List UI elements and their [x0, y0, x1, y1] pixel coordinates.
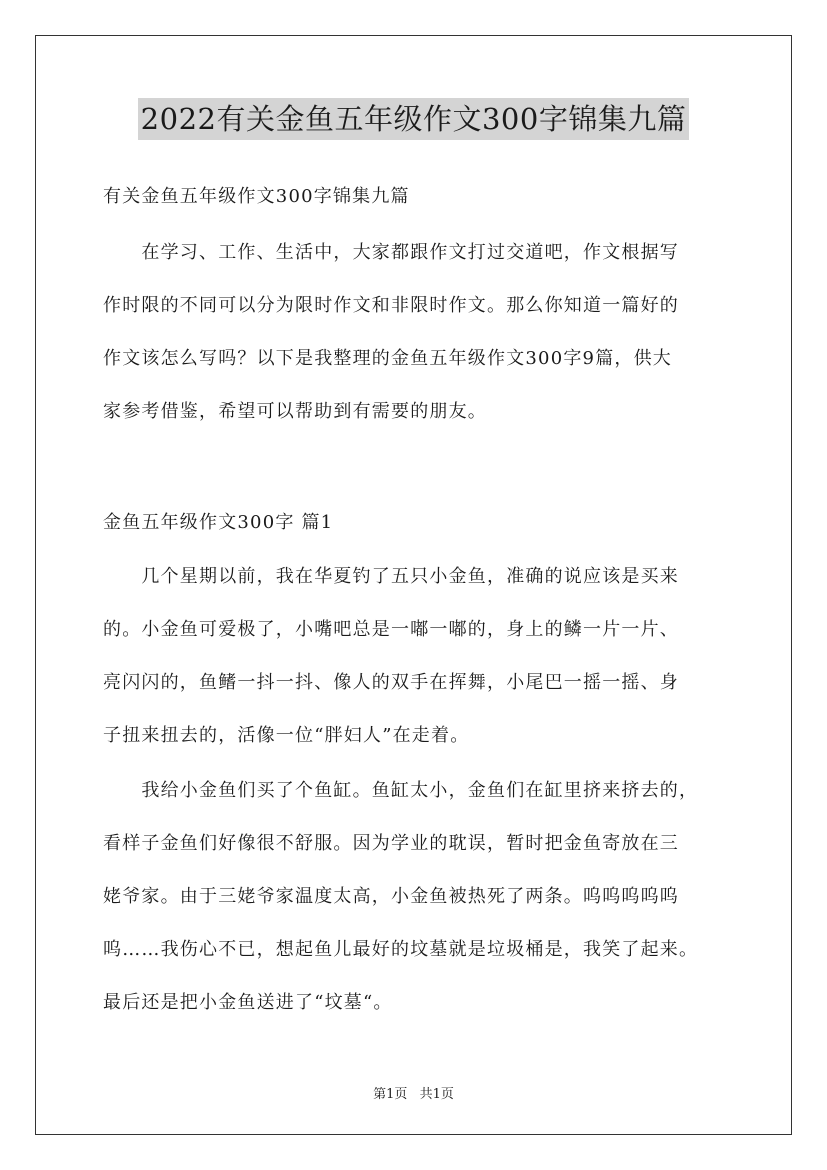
- paragraph-line: 最后还是把小金鱼送进了“坟墓“。: [103, 992, 393, 1013]
- paragraph-line: 呜……我伤心不已，想起鱼儿最好的坟墓就是垃圾桶是，我笑了起来。: [103, 939, 699, 960]
- paragraph-line: 亮闪闪的，鱼鳍一抖一抖、像人的双手在挥舞，小尾巴一摇一摇、身: [103, 672, 679, 693]
- page-total: 共1页: [419, 1087, 454, 1102]
- document-title: 2022有关金鱼五年级作文300字锦集九篇: [138, 98, 690, 140]
- paragraph-line: 看样子金鱼们好像很不舒服。因为学业的耽误，暂时把金鱼寄放在三: [103, 833, 679, 854]
- section-heading: 金鱼五年级作文300字 篇1: [103, 512, 334, 533]
- title-wrap: [0, 98, 827, 140]
- intro-line: 作文该怎么写吗？以下是我整理的金鱼五年级作文300字9篇，供大: [103, 348, 673, 369]
- paragraph-line: 的。小金鱼可爱极了，小嘴吧总是一嘟一嘟的，身上的鳞一片一片、: [103, 619, 679, 640]
- paragraph-line: 我给小金鱼们买了个鱼缸。鱼缸太小，金鱼们在缸里挤来挤去的，: [103, 780, 699, 801]
- paragraph-line: 姥爷家。由于三姥爷家温度太高，小金鱼被热死了两条。呜呜呜呜呜: [103, 886, 679, 907]
- intro-line: 家参考借鉴，希望可以帮助到有需要的朋友。: [103, 401, 487, 422]
- intro-line: 作时限的不同可以分为限时作文和非限时作文。那么你知道一篇好的: [103, 295, 679, 316]
- intro-line: 在学习、工作、生活中，大家都跟作文打过交道吧，作文根据写: [103, 242, 679, 263]
- document-subtitle: 有关金鱼五年级作文300字锦集九篇: [103, 186, 410, 207]
- paragraph-line: 几个星期以前，我在华夏钓了五只小金鱼，准确的说应该是买来: [103, 566, 679, 587]
- page-number: 第1页: [373, 1087, 408, 1102]
- paragraph-line: 子扭来扭去的，活像一位“胖妇人”在走着。: [103, 725, 470, 746]
- page-footer: [0, 1083, 827, 1102]
